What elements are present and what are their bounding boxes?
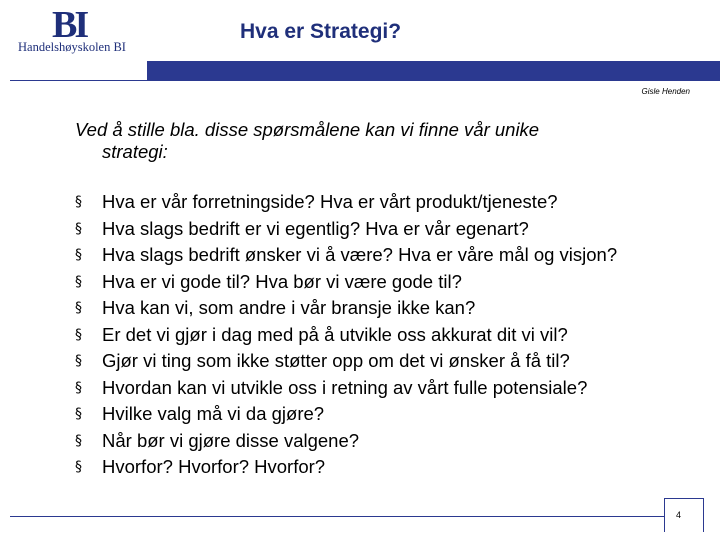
bullet-mark: § (75, 432, 82, 449)
bullet-text: Hva slags bedrift ønsker vi å være? Hva er våre mål og visjon? (102, 244, 618, 265)
bullet-item (75, 375, 617, 402)
bullet-text: Hvordan kan vi utvikle oss i retning av vårt fulle potensiale? (102, 376, 588, 398)
logo-mark: BI (52, 4, 87, 46)
intro-line-2: strategi: (102, 141, 168, 162)
page-number-box (664, 498, 704, 532)
header-band (147, 61, 720, 81)
bullet-list (75, 189, 617, 481)
bullet-item (75, 322, 617, 349)
bullet-text: Når bør vi gjøre disse valgene? (102, 429, 360, 451)
bullet-text: Hvorfor? Hvorfor? Hvorfor? (102, 456, 326, 477)
bullet-mark: § (75, 406, 82, 422)
bullet-mark: § (75, 353, 82, 369)
bullet-item (75, 401, 617, 428)
bullet-item (75, 189, 617, 216)
footer-divider (10, 516, 664, 517)
bullet-item (75, 242, 617, 269)
bullet-text: Hva er vår forretningside? Hva er vårt produkt/tjeneste? (102, 191, 558, 212)
bullet-text: Er det vi gjør i dag med på å utvikle oss akkurat dit vi vil? (102, 323, 568, 345)
author-label: Gisle Henden (641, 87, 690, 96)
bullet-text: Hva slags bedrift er vi egentlig? Hva er vår egenart? (102, 217, 529, 239)
bullet-item (75, 348, 617, 375)
bullet-mark: § (75, 247, 82, 263)
slide-title: Hva er Strategi? (240, 20, 402, 43)
bullet-mark: § (75, 194, 82, 210)
bi-logo (14, 6, 144, 56)
header-divider (10, 80, 720, 81)
bullet-item (75, 454, 617, 481)
bullet-text: Hvilke valg må vi da gjøre? (102, 403, 325, 424)
intro-text (75, 119, 635, 163)
bullet-mark: § (75, 220, 82, 237)
bullet-text: Hva kan vi, som andre i vår bransje ikke kan? (102, 297, 476, 318)
bullet-mark: § (75, 273, 82, 290)
logo-text: Handelshøyskolen BI (18, 40, 126, 54)
page-number: 4 (676, 510, 682, 520)
bullet-item (75, 269, 617, 296)
bullet-text: Gjør vi ting som ikke støtter opp om det vi ønsker å få til? (102, 350, 570, 371)
bullet-mark: § (75, 326, 82, 343)
bullet-item (75, 295, 617, 322)
bullet-mark: § (75, 300, 82, 316)
intro-line-1: Ved å stille bla. disse spørsmålene kan vi finne vår unike (75, 119, 540, 140)
bullet-item (75, 428, 617, 455)
bullet-mark: § (75, 379, 82, 396)
bullet-item (75, 216, 617, 243)
bullet-text: Hva er vi gode til? Hva bør vi være gode til? (102, 270, 462, 292)
bullet-mark: § (75, 459, 82, 475)
